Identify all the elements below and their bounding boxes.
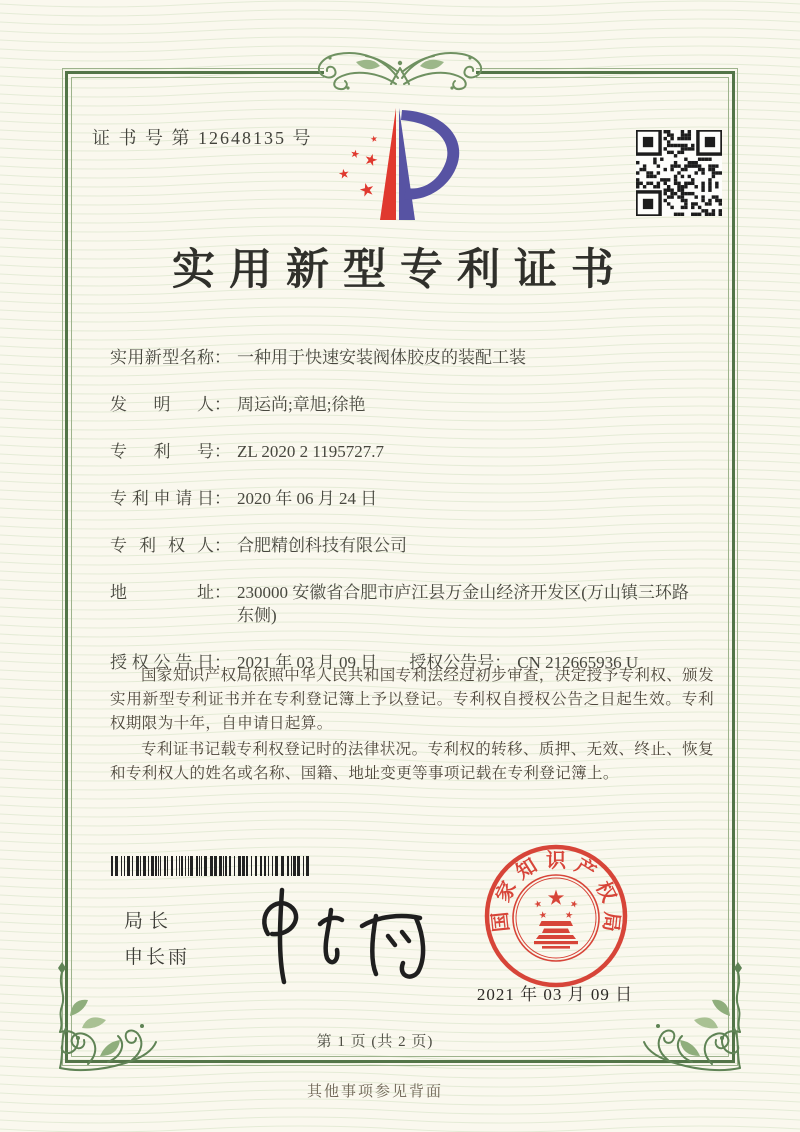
national-emblem (513, 875, 599, 961)
field-row-address: 地址 ： 230000 安徽省合肥市庐江县万金山经济开发区(万山镇三环路东侧) (110, 583, 689, 625)
field-row-name: 实用新型名称 ： 一种用于快速安装阀体胶皮的装配工装 (110, 348, 526, 367)
seal-char: 产 (570, 854, 600, 884)
field-label: 实用新型名称 (110, 348, 214, 367)
certificate-fields (110, 346, 716, 698)
field-label: 授权公告日 (110, 653, 214, 672)
field-row-grant: 授权公告日 ： 2021 年 03 月 09 日 授权公告号 ： CN 212665936 U (110, 653, 639, 672)
field-value: 周运尚;章旭;徐艳 (237, 395, 366, 414)
field-value: 2021 年 03 月 09 日 (237, 653, 378, 672)
field-row-patent-no: 专利号 ： ZL 2020 2 1195727.7 (110, 442, 385, 461)
legal-paragraph-1: 国家知识产权局依照中华人民共和国专利法经过初步审查，决定授予专利权、颁发实用新型专利证书并在专利登记簿上予以登记。专利权自授权公告之日起生效。专利权期限为十年，自申请日起算。 (110, 667, 714, 733)
page-number: 第 1 页 (共 2 页) (316, 1034, 434, 1050)
commissioner-name: 申长雨 (124, 947, 191, 968)
seal-date: 2021 年 03 月 09 日 (476, 985, 634, 1004)
seal-char: 家 (492, 878, 521, 906)
cnipa-logo (322, 102, 474, 226)
seal-char: 识 (546, 850, 566, 872)
top-center-flourish-ornament (308, 44, 492, 102)
certificate-number: 证 书 号 第 12648135 号 (92, 128, 313, 148)
barcode (110, 856, 312, 878)
certificate-title: 实用新型专利证书 (172, 247, 628, 294)
field-row-inventor: 发明人 ： 周运尚;章旭;徐艳 (110, 395, 366, 414)
field-row-patentee: 专利权人 ： 合肥精创科技有限公司 (110, 536, 407, 555)
field-label: 授权公告号 (409, 653, 495, 672)
field-value: CN 212665936 U (517, 653, 639, 672)
back-side-note: 其他事项参见背面 (306, 1084, 443, 1100)
bottom-right-corner-ornament (634, 962, 752, 1084)
seal-char: 国 (489, 910, 514, 933)
field-value: 230000 安徽省合肥市庐江县万金山经济开发区(万山镇三环路东侧) (237, 583, 689, 625)
commissioner-title: 局长 (124, 911, 175, 932)
bottom-left-corner-ornament (48, 962, 166, 1084)
seal-char: 局 (598, 910, 623, 933)
legal-text (110, 664, 714, 788)
field-value: 一种用于快速安装阀体胶皮的装配工装 (237, 348, 526, 367)
field-row-filing-date: 专利申请日 ： 2020 年 06 月 24 日 (110, 489, 378, 508)
field-label: 发明人 (110, 395, 214, 414)
field-label: 地址 (110, 583, 214, 602)
qr-code (636, 130, 722, 216)
seal-char: 权 (591, 878, 620, 906)
field-label: 专利权人 (110, 536, 214, 555)
field-label: 专利申请日 (110, 489, 214, 508)
seal-char: 知 (512, 854, 542, 884)
legal-paragraph-2: 专利证书记载专利权登记时的法律状况。专利权的转移、质押、无效、终止、恢复和专利权人的姓名或名称、国籍、地址变更等事项记载在专利登记簿上。 (110, 741, 714, 783)
field-value: 2020 年 06 月 24 日 (237, 489, 378, 508)
commissioner-signature (236, 880, 434, 988)
field-value: 合肥精创科技有限公司 (237, 536, 407, 555)
official-seal (482, 842, 630, 990)
field-grant-no-group: 授权公告号 ： CN 212665936 U (409, 653, 639, 672)
field-value: ZL 2020 2 1195727.7 (237, 442, 385, 461)
field-label: 专利号 (110, 442, 214, 461)
